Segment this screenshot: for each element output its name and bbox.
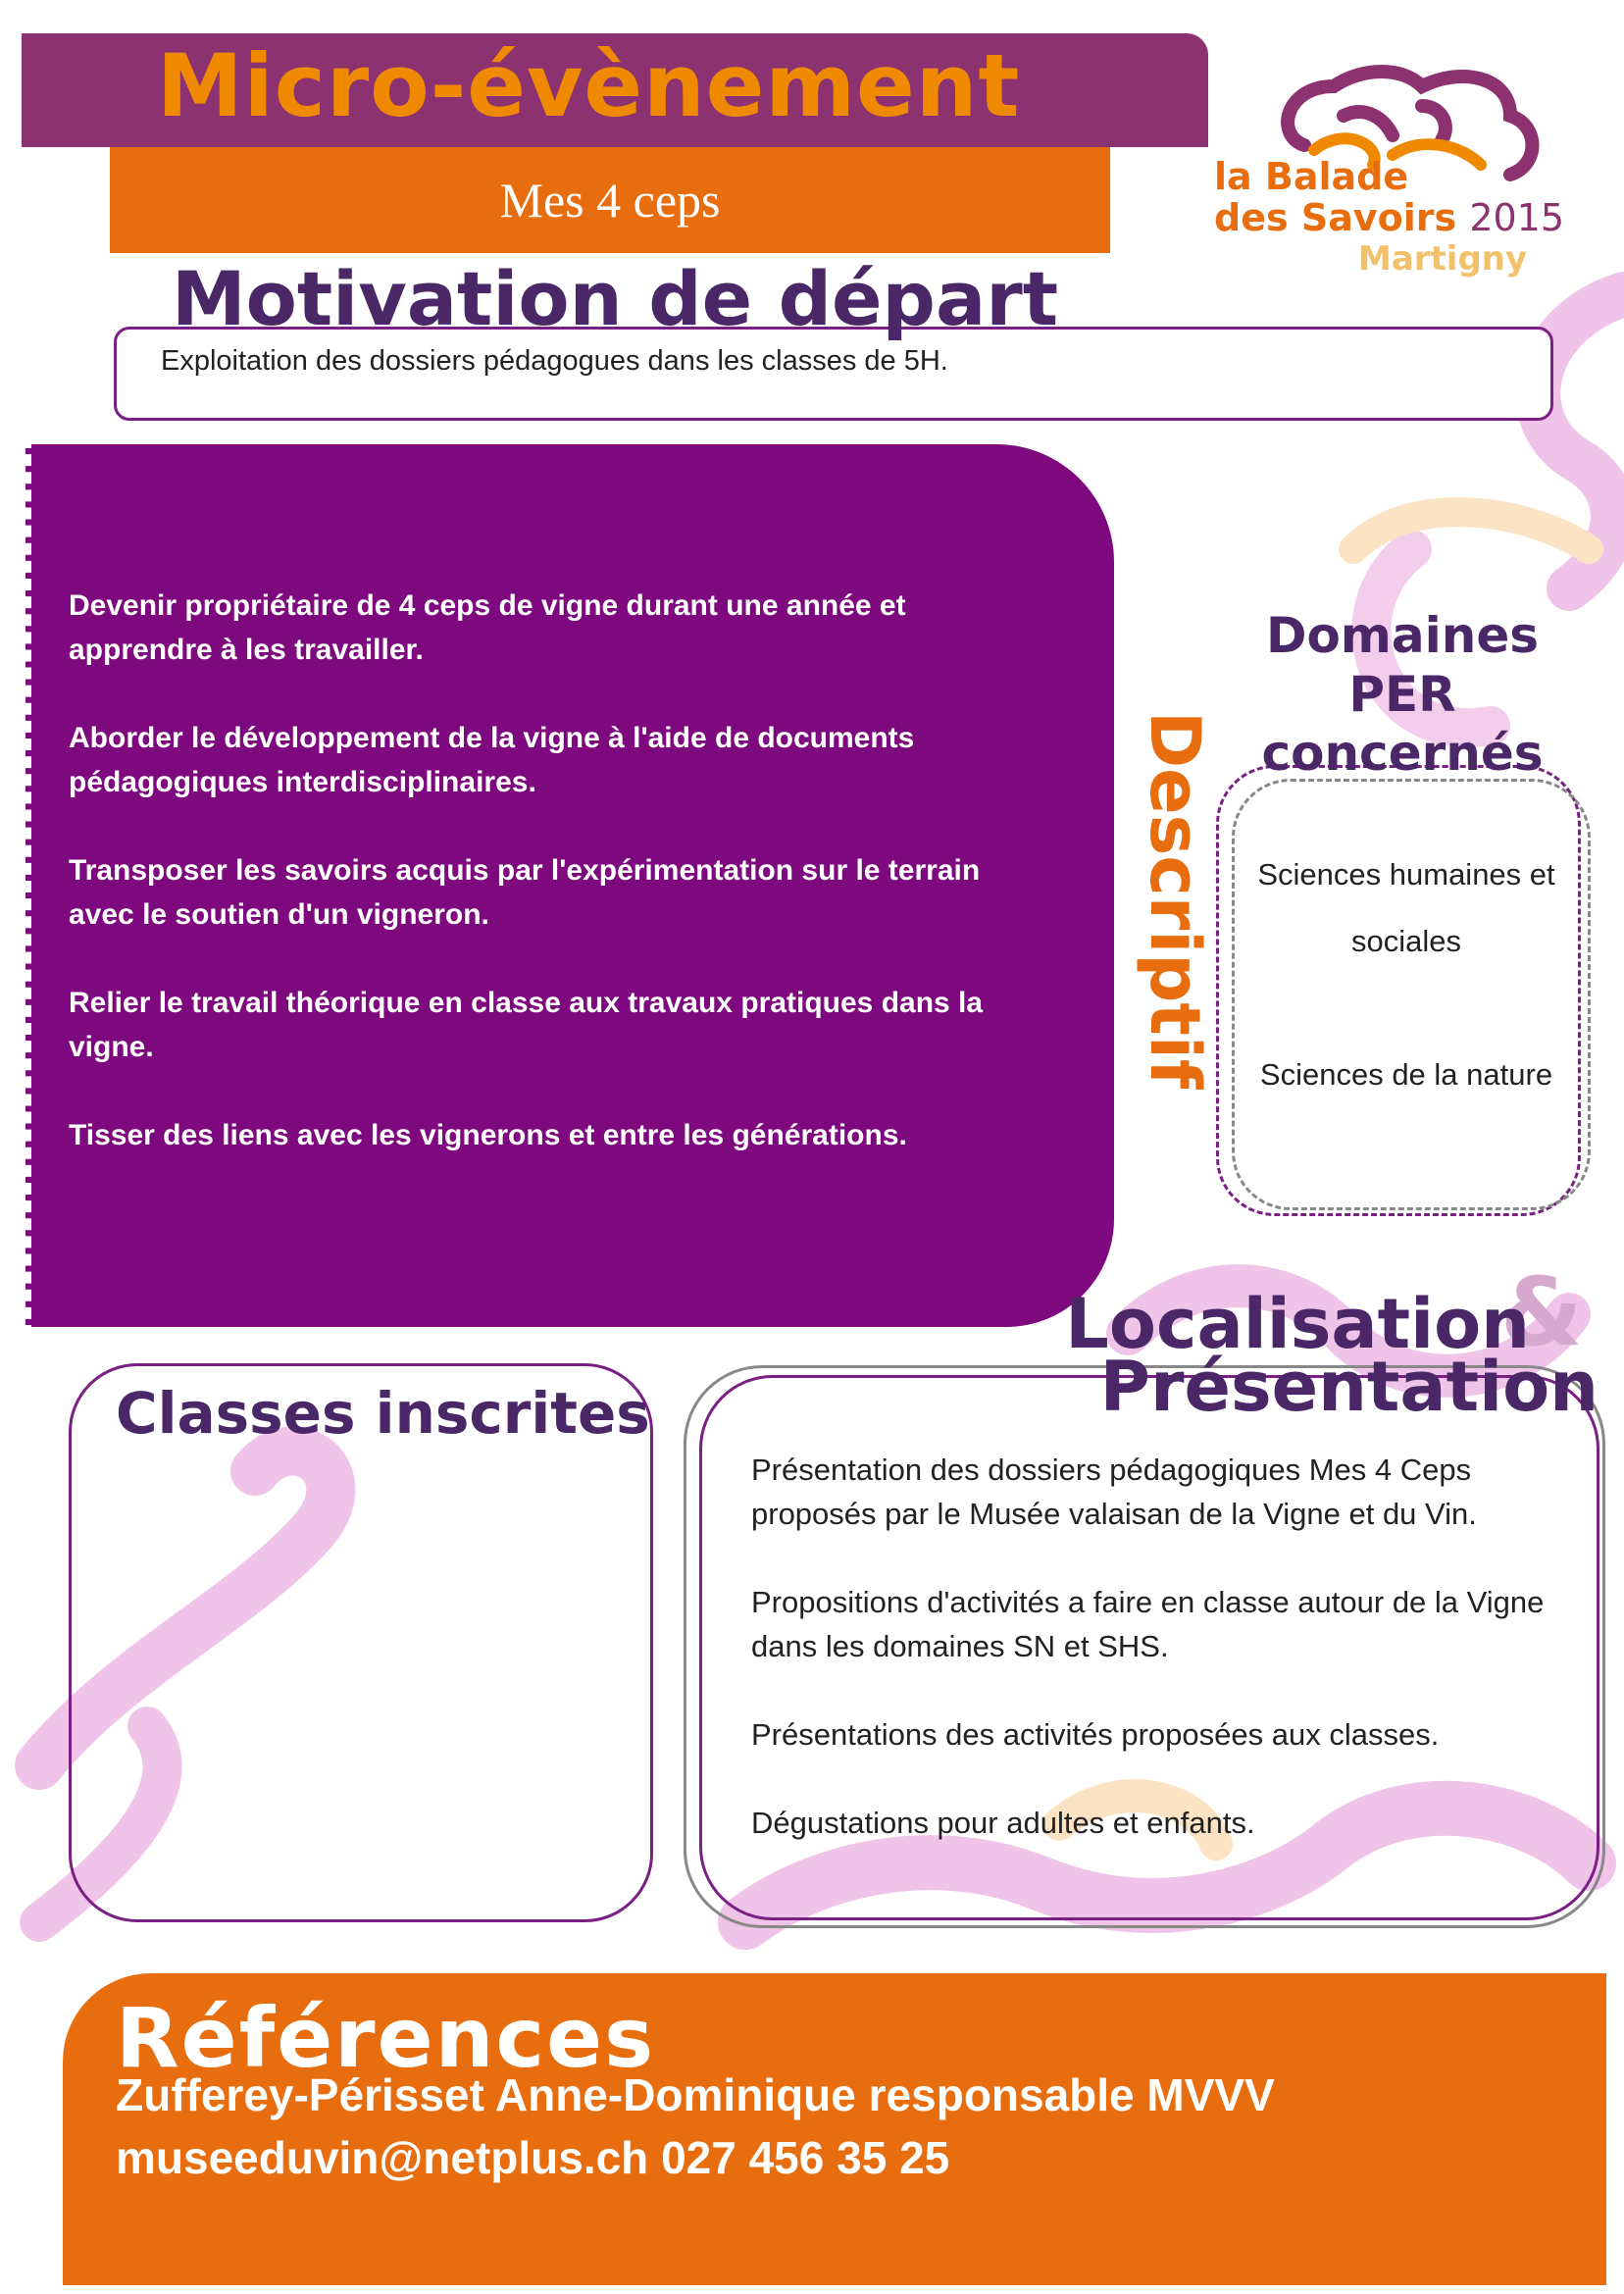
- descriptif-item: Tisser des liens avec les vignerons et entre les générations.: [69, 1119, 907, 1151]
- logo-text-location: Martigny: [1358, 239, 1528, 279]
- localisation-heading: [1049, 1284, 1599, 1427]
- domaine-item: Sciences de la nature: [1259, 1057, 1553, 1092]
- ampersand-decoration: &: [1500, 1257, 1583, 1367]
- descriptif-item: Devenir propriétaire de 4 ceps de vigne durant une année et apprendre à les travailler.: [69, 589, 906, 666]
- references-contact-name: Zufferey-Périsset Anne-Dominique responsable MVVV: [116, 2069, 1275, 2120]
- domaines-heading-line1: Domaines PER: [1265, 607, 1540, 723]
- domaines-list: [1232, 841, 1581, 1175]
- localisation-heading-line1: Localisation: [1065, 1284, 1530, 1364]
- logo-text-line2: [1214, 196, 1606, 239]
- presentation-item: Dégustations pour adultes et enfants.: [751, 1806, 1255, 1840]
- logo-year: 2015: [1469, 196, 1565, 239]
- classes-heading: Classes inscrites: [116, 1380, 650, 1447]
- descriptif-heading: Descriptif: [1135, 711, 1215, 1090]
- descriptif-item: Relier le travail théorique en classe aux travaux pratiques dans la vigne.: [69, 987, 984, 1063]
- logo-text-savoirs: des Savoirs: [1214, 196, 1457, 239]
- domaine-item: Sciences humaines et sociales: [1257, 857, 1555, 958]
- presentation-item: Propositions d'activités a faire en classe autour de la Vigne dans les domaines SN et SHS.: [751, 1585, 1545, 1663]
- page-title: Micro-évènement: [157, 35, 1021, 136]
- presentation-list: [751, 1448, 1595, 1889]
- logo-text-line1: la Balade: [1214, 155, 1409, 198]
- descriptif-list: [69, 584, 1049, 1201]
- references-contact-details: museeduvin@netplus.ch 027 456 35 25: [116, 2132, 950, 2183]
- event-subtitle: Mes 4 ceps: [499, 173, 721, 228]
- descriptif-item: Transposer les savoirs acquis par l'expérimentation sur le terrain avec le soutien d'un vigneron.: [69, 854, 981, 931]
- domaines-heading: [1216, 606, 1589, 783]
- domaines-heading-line2: concernés: [1261, 725, 1544, 782]
- presentation-item: Présentation des dossiers pédagogiques Mes 4 Ceps proposés par le Musée valaisan de la Vigne et du Vin.: [751, 1453, 1477, 1531]
- motivation-text: Exploitation des dossiers pédagogues dans les classes de 5H.: [161, 345, 948, 377]
- localisation-heading-line2: Présentation: [1099, 1347, 1599, 1427]
- references-heading: Références: [116, 1990, 656, 2086]
- motivation-heading: Motivation de départ: [172, 255, 1059, 342]
- presentation-item: Présentations des activités proposées aux classes.: [751, 1717, 1440, 1752]
- descriptif-item: Aborder le développement de la vigne à l'aide de documents pédagogiques interdisciplinaires.: [69, 722, 915, 798]
